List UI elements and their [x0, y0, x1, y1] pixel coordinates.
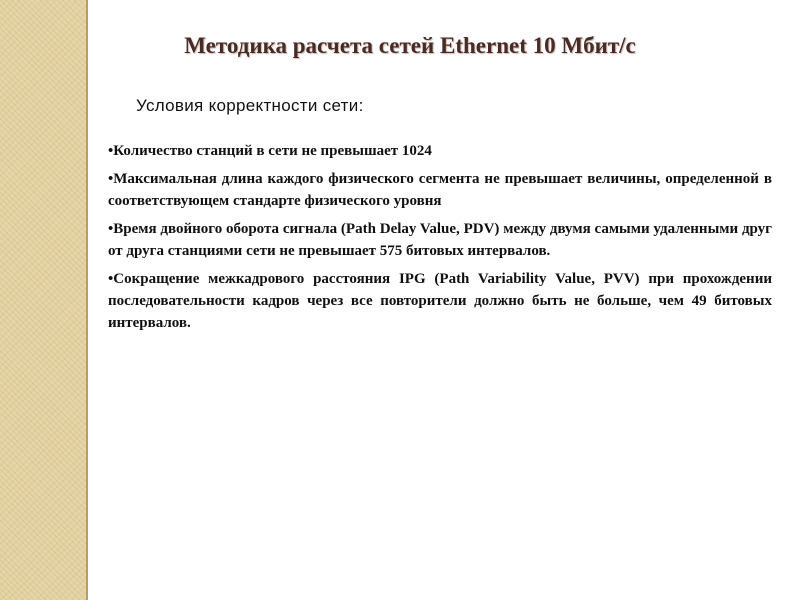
- bullet-icon: •: [108, 271, 114, 287]
- condition-item: [108, 140, 772, 162]
- slide-subtitle: Условия корректности сети:: [136, 96, 364, 115]
- bullet-icon: •: [108, 171, 114, 187]
- condition-text: Количество станций в сети не превышает 1024: [113, 143, 432, 159]
- condition-text: Сокращение межкадрового расстояния IPG (Path Variability Value, PVV) при прохождении последовательности кадров через все повторители должно быть не больше, чем 49 битовых интервалов.: [108, 271, 772, 331]
- condition-item: [108, 218, 772, 262]
- conditions-list: [108, 140, 772, 340]
- bullet-icon: •: [108, 143, 114, 159]
- condition-text: Время двойного оборота сигнала (Path Delay Value, PDV) между двумя самыми удаленными друг от друга станциями сети не превышает 575 битовых интервалов.: [108, 221, 772, 259]
- condition-item: [108, 268, 772, 334]
- slide-title: Методика расчета сетей Ethernet 10 Мбит/с: [184, 33, 636, 58]
- bullet-icon: •: [108, 221, 114, 237]
- condition-text: Максимальная длина каждого физического сегмента не превышает величины, определенной в соответствующем стандарте физического уровня: [108, 171, 772, 209]
- decorative-side-panel: [0, 0, 88, 600]
- condition-item: [108, 168, 772, 212]
